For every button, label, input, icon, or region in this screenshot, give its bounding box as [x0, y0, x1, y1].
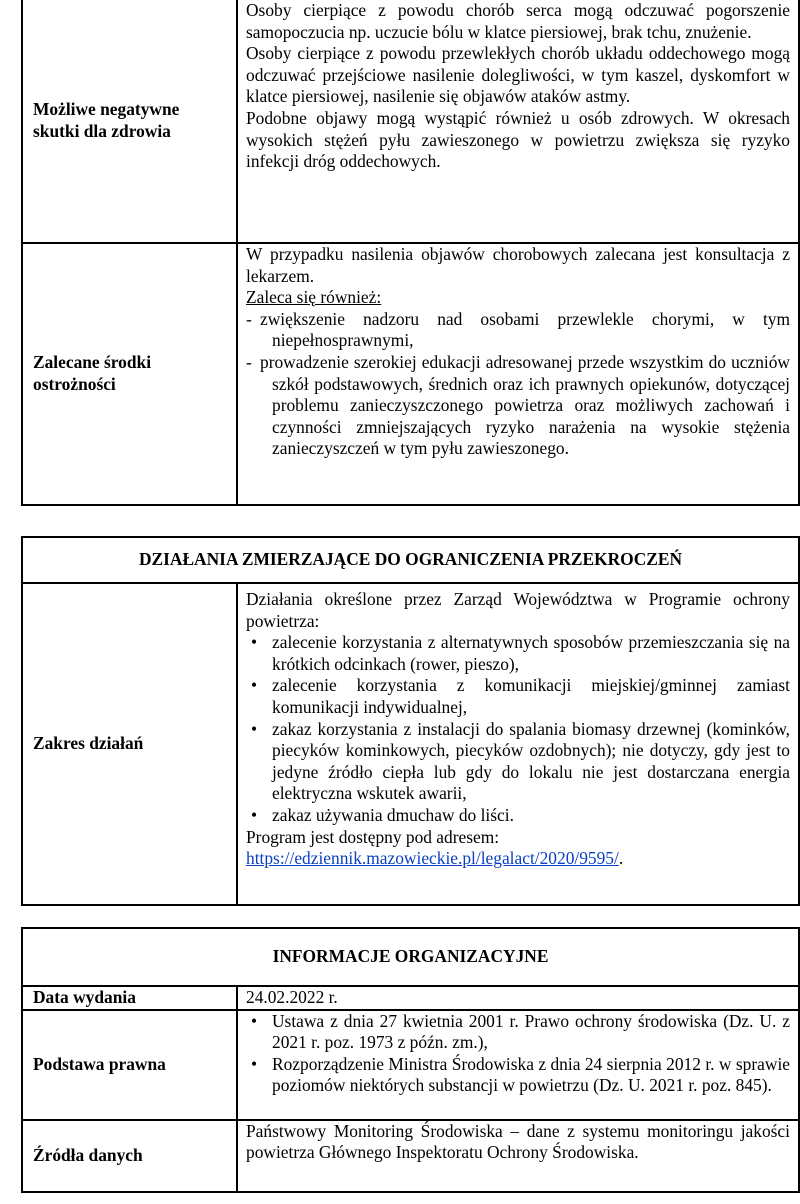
effects-content — [237, 0, 799, 243]
sources-label: Źródła danych — [22, 1120, 237, 1192]
legal-basis-label: Podstawa prawna — [22, 1010, 237, 1120]
actions-header: DZIAŁANIA ZMIERZAJĄCE DO OGRANICZENIA PRZEKROCZEŃ — [22, 537, 799, 583]
issue-date-row — [22, 986, 799, 1010]
precautions-content — [237, 243, 799, 505]
program-text: Program jest dostępny pod adresem: — [246, 826, 500, 847]
list-item: • zalecenie korzystania z komunikacji miejskiej/gminnej zamiast komunikacji indywidualnej, — [246, 675, 790, 718]
issue-date-value: 24.02.2022 r. — [237, 986, 799, 1010]
actions-label: Zakres działań — [22, 583, 237, 905]
list-item: • Ustawa z dnia 27 kwietnia 2001 r. Prawo ochrony środowiska (Dz. U. z 2021 r. poz. 1973 z późn. zm.), — [246, 1011, 790, 1054]
actions-intro: Działania określone przez Zarząd Województwa w Programie ochrony powietrza: — [246, 589, 790, 631]
actions-list — [246, 632, 790, 826]
precautions-also-heading: Zaleca się również: — [246, 287, 382, 308]
list-item: • zakaz korzystania z instalacji do spalania biomasy drzewnej (kominków, piecyków kominkowych, piecyków ozdobnych); nie dotyczy, gdy jest to jedyne źródło ciepła lub gdy do lokalu nie jest dostarczana energia elektryczna wskutek awarii, — [246, 719, 790, 805]
precautions-list — [246, 309, 790, 460]
actions-content — [237, 583, 799, 905]
sources-row — [22, 1120, 799, 1192]
list-item: • zalecenie korzystania z alternatywnych sposobów przemieszczania się na krótkich odcinkach (rower, pieszo), — [246, 632, 790, 675]
list-item: - prowadzenie szerokiej edukacji adresowanej przede wszystkim do uczniów szkół podstawowych, średnich oraz ich prawnych opiekunów, dotyczącej problemu zanieczyszczonego powietrza oraz możliwych zachowań i czynności zmniejszających ryzyko narażenia na wysokie stężenia zanieczyszczeń w tym pyłu zawieszonego. — [246, 351, 790, 459]
effects-paragraph: Osoby cierpiące z powodu chorób serca mogą odczuwać pogorszenie samopoczucia np. uczucie bólu w klatce piersiowej, brak tchu, znużenie. — [246, 0, 790, 42]
actions-header-row — [22, 537, 799, 583]
legal-basis-list — [246, 1011, 790, 1097]
org-header: INFORMACJE ORGANIZACYJNE — [22, 928, 799, 986]
precautions-intro: W przypadku nasilenia objawów chorobowych zalecana jest konsultacja z lekarzem. — [246, 244, 790, 286]
list-item: • Rozporządzenie Ministra Środowiska z dnia 24 sierpnia 2012 r. w sprawie poziomów niektórych substancji w powietrzu (Dz. U. 2021 r. poz. 845). — [246, 1054, 790, 1097]
health-table — [21, 0, 800, 506]
list-item: - zwiększenie nadzoru nad osobami przewlekle chorymi, w tym niepełnosprawnymi, — [246, 308, 790, 351]
program-link-suffix: . — [618, 848, 624, 869]
program-link[interactable]: https://edziennik.mazowieckie.pl/legalact/2020/9595/ — [246, 848, 619, 869]
effects-row — [22, 0, 799, 243]
precautions-label: Zalecane środki ostrożności — [22, 243, 237, 505]
effects-label: Możliwe negatywne skutki dla zdrowia — [22, 0, 237, 243]
precautions-row — [22, 243, 799, 505]
legal-basis-row — [22, 1010, 799, 1120]
org-header-row — [22, 928, 799, 986]
effects-paragraph: Podobne objawy mogą wystąpić również u osób zdrowych. W okresach wysokich stężeń pyłu zawieszonego w powietrzu zwiększa się ryzyko infekcji dróg oddechowych. — [246, 107, 790, 172]
issue-date-label: Data wydania — [22, 986, 237, 1010]
actions-table — [21, 536, 800, 906]
sources-value: Państwowy Monitoring Środowiska – dane z systemu monitoringu jakości powietrza Głównego Inspektoratu Ochrony Środowiska. — [237, 1120, 799, 1192]
list-item: • zakaz używania dmuchaw do liści. — [246, 805, 790, 827]
org-table — [21, 927, 800, 1193]
program-link-line — [246, 848, 790, 870]
legal-basis-content — [237, 1010, 799, 1120]
effects-paragraph: Osoby cierpiące z powodu przewlekłych chorób układu oddechowego mogą odczuwać przejściowe nasilenie dolegliwości, w tym kaszel, dyskomfort w klatce piersiowej, nasilenie się objawów ataków astmy. — [246, 43, 790, 107]
actions-row — [22, 583, 799, 905]
